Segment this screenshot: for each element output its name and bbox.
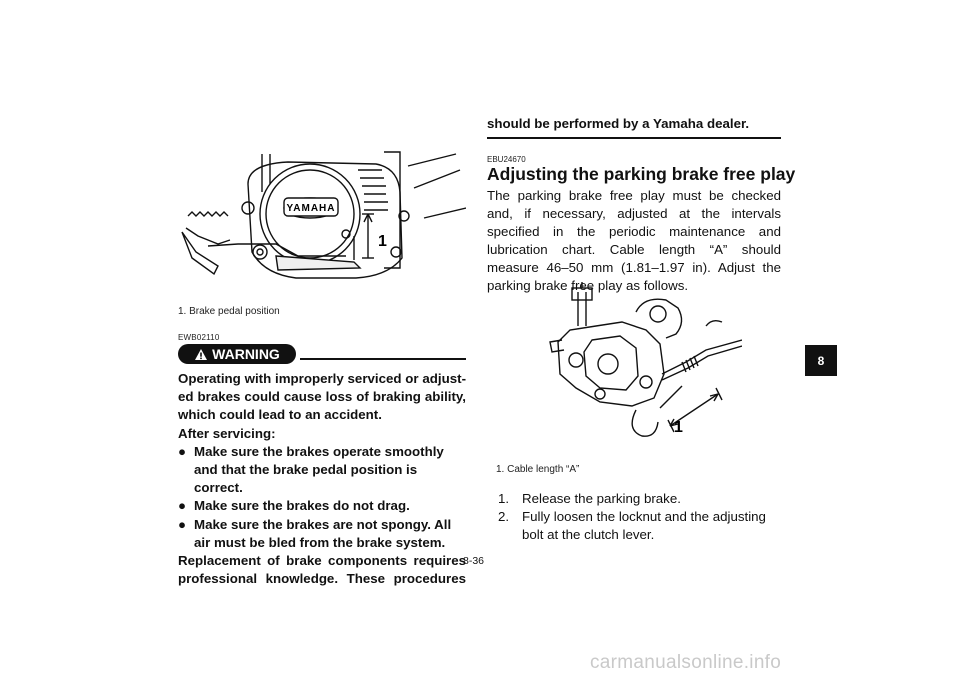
parking-brake-figure [536, 282, 742, 442]
section-code: EBU24670 [487, 155, 526, 164]
figure2-callout: 1 [674, 419, 683, 436]
bullet-icon: ● [178, 516, 187, 532]
section-rule [487, 137, 781, 139]
watermark: carmanualsonline.info [590, 652, 782, 673]
brake-pedal-figure [178, 148, 466, 298]
parking-brake-illustration [536, 282, 742, 442]
after-servicing: After servicing: [178, 425, 276, 441]
figure1-brand: YAMAHA [286, 203, 336, 214]
warning-rule [300, 358, 466, 360]
figure1-caption: 1. Brake pedal position [178, 306, 280, 317]
figure2-caption: 1. Cable length “A” [496, 464, 580, 475]
warning-label: WARNING [212, 346, 280, 362]
section-heading: Adjusting the parking brake free play [487, 164, 796, 184]
steps-list [498, 490, 782, 544]
warning-body [178, 370, 466, 588]
bullet-icon: ● [178, 443, 187, 459]
warning-intro: Operating with improperly serviced or adjust-ed brakes could cause loss of braking ability, which could lead to an accident. [178, 371, 466, 423]
list-item: 2. Fully loosen the locknut and the adjusting bolt at the clutch lever. [498, 509, 766, 542]
list-item: ● Make sure the brakes do not drag. [178, 497, 466, 515]
page-number: 8-36 [463, 555, 485, 567]
warning-badge [178, 344, 296, 364]
list-item: ● Make sure the brakes are not spongy. All air must be bled from the brake system. [178, 516, 466, 552]
section-paragraph: The parking brake free play must be checked and, if necessary, adjusted at the intervals specified in the periodic maintenance and lubrication chart. Cable length “A” should measure 46–50 mm (1.81–1.97 in). Adjust the parking brake free play as follows. [487, 188, 781, 293]
warning-code: EWB02110 [178, 333, 220, 342]
replacement-note: Replacement of brake components requires professional knowledge. These procedures [178, 553, 466, 587]
list-item: ● Make sure the brakes operate smoothly and that the brake pedal position is correct. [178, 443, 466, 498]
bullet-icon: ● [178, 498, 187, 514]
list-item: 1. Release the parking brake. [498, 491, 681, 506]
warning-triangle-icon [194, 348, 208, 361]
dealer-line: should be performed by a Yamaha dealer. [487, 116, 750, 131]
chapter-tab: 8 [805, 345, 837, 376]
figure1-callout: 1 [378, 233, 387, 250]
brake-pedal-illustration [178, 148, 466, 298]
